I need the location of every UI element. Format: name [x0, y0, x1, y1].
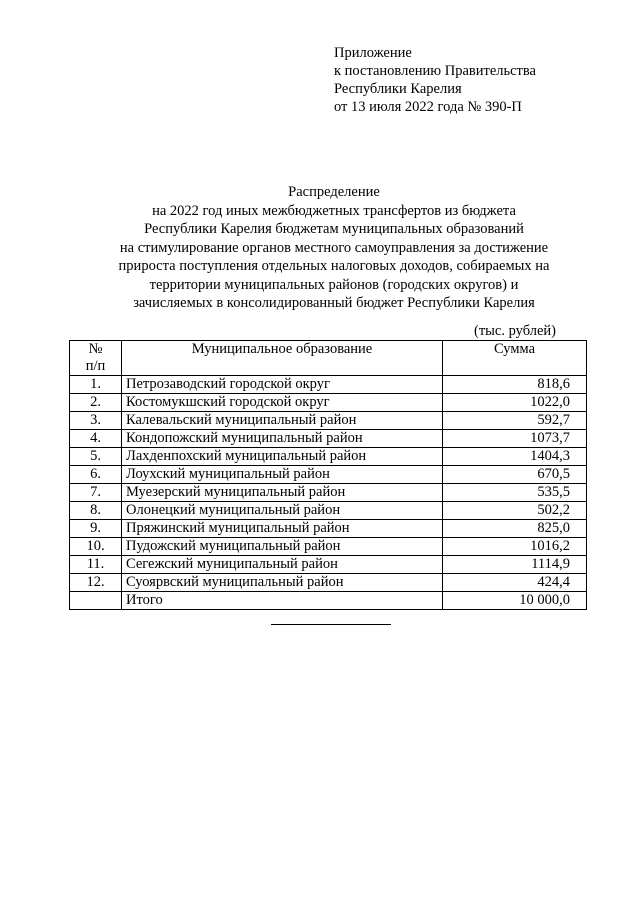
table-total-row [70, 592, 587, 610]
unit-label: (тыс. рублей) [474, 323, 556, 339]
title-line: Распределение [288, 184, 380, 200]
row-number: 7. [70, 484, 122, 502]
table-row [70, 538, 587, 556]
table-row [70, 394, 587, 412]
title-line: зачисляемых в консолидированный бюджет Республики Карелия [133, 295, 535, 311]
row-number: 10. [70, 538, 122, 556]
title-line: на стимулирование органов местного самоуправления за достижение [119, 239, 549, 256]
table-header-row [70, 341, 587, 376]
appendix-line: от 13 июля 2022 года № 390-П [334, 99, 522, 115]
row-number: 8. [70, 502, 122, 520]
title-line: Республики Карелия бюджетам муниципальных образований [144, 221, 524, 237]
table-row [70, 430, 587, 448]
row-municipality: Муезерский муниципальный район [122, 484, 443, 502]
appendix-block [334, 44, 536, 116]
total-sum: 10 000,0 [443, 592, 587, 610]
header-number [70, 341, 122, 376]
total-label: Итого [122, 592, 443, 610]
row-municipality: Суоярвский муниципальный район [122, 574, 443, 592]
distribution-table [69, 340, 587, 610]
row-municipality: Лахденпохский муниципальный район [122, 448, 443, 466]
header-number-line2: п/п [85, 358, 106, 374]
table-row [70, 448, 587, 466]
total-number [70, 592, 122, 610]
row-municipality: Петрозаводский городской округ [122, 376, 443, 394]
row-number: 4. [70, 430, 122, 448]
row-number: 3. [70, 412, 122, 430]
row-municipality: Пудожский муниципальный район [122, 538, 443, 556]
table-row [70, 520, 587, 538]
appendix-line: к постановлению Правительства [334, 63, 536, 79]
header-municipality: Муниципальное образование [122, 341, 443, 376]
row-sum: 825,0 [443, 520, 587, 538]
row-sum: 1016,2 [443, 538, 587, 556]
document-title [60, 183, 608, 313]
row-number: 5. [70, 448, 122, 466]
title-line: прироста поступления отдельных налоговых доходов, собираемых на [118, 258, 550, 274]
row-municipality: Сегежский муниципальный район [122, 556, 443, 574]
header-number-line1: № [88, 341, 103, 357]
row-sum: 502,2 [443, 502, 587, 520]
row-number: 2. [70, 394, 122, 412]
appendix-line: Приложение [334, 45, 412, 61]
row-number: 6. [70, 466, 122, 484]
row-number: 9. [70, 520, 122, 538]
table-row [70, 376, 587, 394]
row-sum: 424,4 [443, 574, 587, 592]
title-line: на 2022 год иных межбюджетных трансфертов из бюджета [152, 202, 516, 219]
row-municipality: Калевальский муниципальный район [122, 412, 443, 430]
table-row [70, 484, 587, 502]
row-municipality: Кондопожский муниципальный район [122, 430, 443, 448]
row-sum: 1114,9 [443, 556, 587, 574]
row-sum: 592,7 [443, 412, 587, 430]
table-row [70, 412, 587, 430]
row-municipality: Костомукшский городской округ [122, 394, 443, 412]
appendix-line: Республики Карелия [334, 81, 462, 97]
row-number: 11. [70, 556, 122, 574]
header-sum: Сумма [443, 341, 587, 376]
table-row [70, 466, 587, 484]
row-number: 1. [70, 376, 122, 394]
row-municipality: Олонецкий муниципальный район [122, 502, 443, 520]
row-sum: 1404,3 [443, 448, 587, 466]
row-sum: 1022,0 [443, 394, 587, 412]
row-number: 12. [70, 574, 122, 592]
table-row [70, 574, 587, 592]
row-municipality: Лоухский муниципальный район [122, 466, 443, 484]
row-sum: 670,5 [443, 466, 587, 484]
title-line: территории муниципальных районов (городских округов) и [149, 276, 519, 293]
table-row [70, 502, 587, 520]
closing-divider-line [271, 624, 391, 625]
row-sum: 1073,7 [443, 430, 587, 448]
row-sum: 535,5 [443, 484, 587, 502]
table-row [70, 556, 587, 574]
row-sum: 818,6 [443, 376, 587, 394]
row-municipality: Пряжинский муниципальный район [122, 520, 443, 538]
